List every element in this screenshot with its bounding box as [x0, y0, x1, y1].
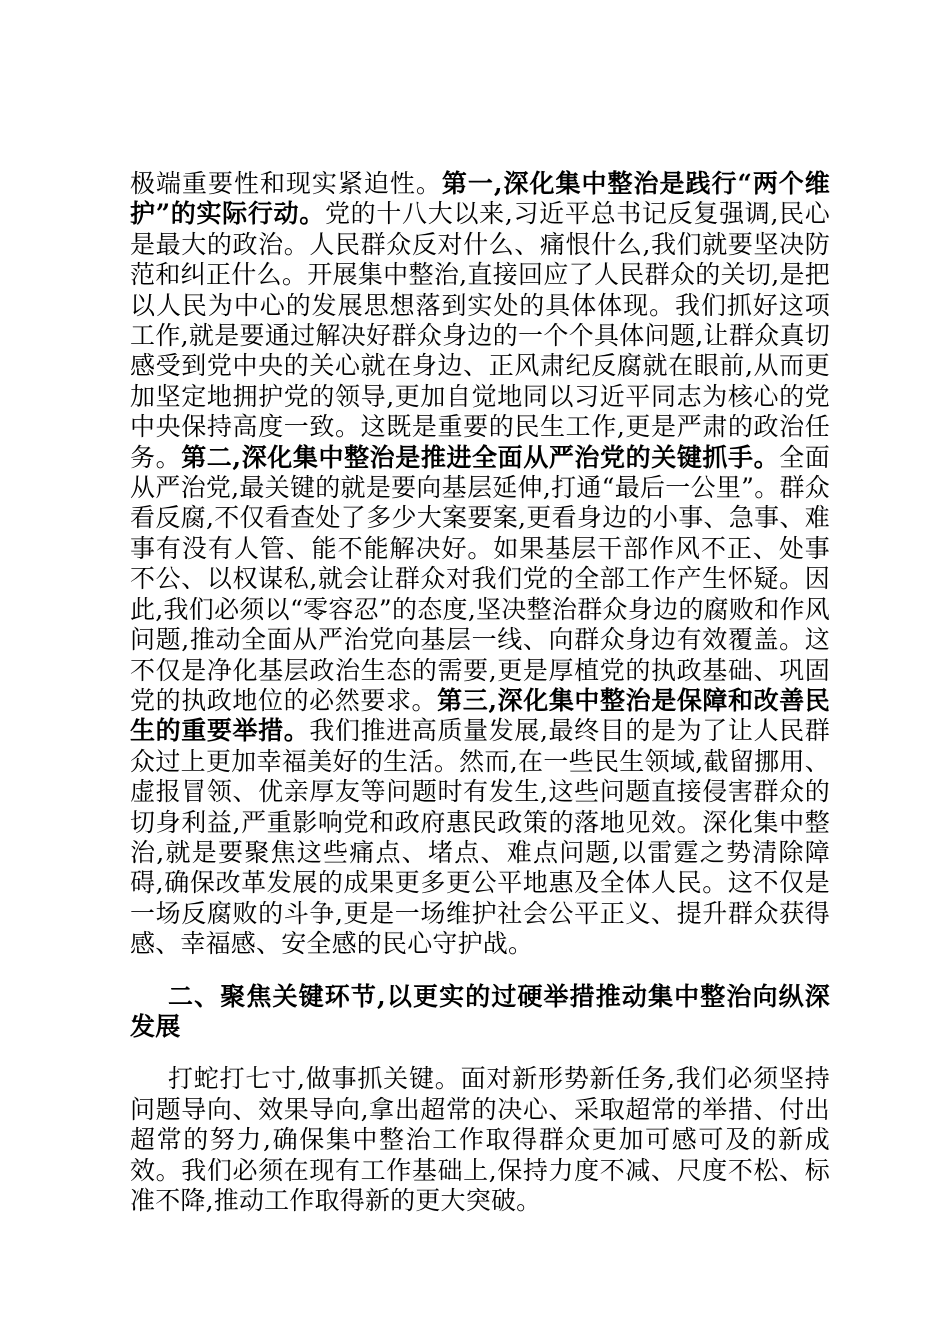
- paragraph-text: 全面从严治党,最关键的就是要向基层延伸,打通“最后一公里”。群众看反腐,不仅看查处了多少大案要案,更看身边的小事、急事、难事有没有人管、能不能解决好。如果基层干部作风不正、处事不公、以权谋私,就会让群众对我们党的全部工作产生怀疑。因此,我们必须以“零容忍”的态度,坚决整治群众身边的腐败和作风问题,推动全面从严治党向基层一线、向群众身边有效覆盖。这不仅是净化基层政治生态的需要,更是厚植党的执政基础、巩固党的执政地位的必然要求。: [130, 442, 830, 715]
- body-paragraph-1: [130, 169, 830, 960]
- document-page: [130, 169, 830, 1216]
- paragraph-text: 极端重要性和现实紧迫性。: [130, 169, 442, 198]
- section-heading-2: 二、聚焦关键环节,以更实的过硬举措推动集中整治向纵深发展: [130, 981, 830, 1041]
- bold-point-first: 第一,深化集中整治是践行“两个维护”的实际行动。: [130, 169, 830, 229]
- paragraph-text: 我们推进高质量发展,最终目的是为了让人民群众过上更加幸福美好的生活。然而,在一些民生领域,截留挪用、虚报冒领、优亲厚友等问题时有发生,这些问题直接侵害群众的切身利益,严重影响党和政府惠民政策的落地见效。深化集中整治,就是要聚焦这些痛点、堵点、难点问题,以雷霆之势清除障碍,确保改革发展的成果更多更公平地惠及全体人民。这不仅是一场反腐败的斗争,更是一场维护社会公平正义、提升群众获得感、幸福感、安全感的民心守护战。: [130, 716, 830, 959]
- paragraph-text: 党的十八大以来,习近平总书记反复强调,民心是最大的政治。人民群众反对什么、痛恨什么,我们就要坚决防范和纠正什么。开展集中整治,直接回应了人民群众的关切,是把以人民为中心的发展思想落到实处的具体体现。我们抓好这项工作,就是要通过解决好群众身边的一个个具体问题,让群众真切感受到党中央的关心就在身边、正风肃纪反腐就在眼前,从而更加坚定地拥护党的领导,更加自觉地同以习近平同志为核心的党中央保持高度一致。这既是重要的民生工作,更是严肃的政治任务。: [130, 199, 830, 472]
- body-paragraph-2: 打蛇打七寸,做事抓关键。面对新形势新任务,我们必须坚持问题导向、效果导向,拿出超常的决心、采取超常的举措、付出超常的努力,确保集中整治工作取得群众更加可感可及的新成效。我们必须在现有工作基础上,保持力度不减、尺度不松、标准不降,推动工作取得新的更大突破。: [130, 1064, 830, 1215]
- bold-point-third: 第三,深化集中整治是保障和改善民生的重要举措。: [130, 685, 830, 746]
- bold-point-second: 第二,深化集中整治是推进全面从严治党的关键抓手。: [181, 442, 780, 472]
